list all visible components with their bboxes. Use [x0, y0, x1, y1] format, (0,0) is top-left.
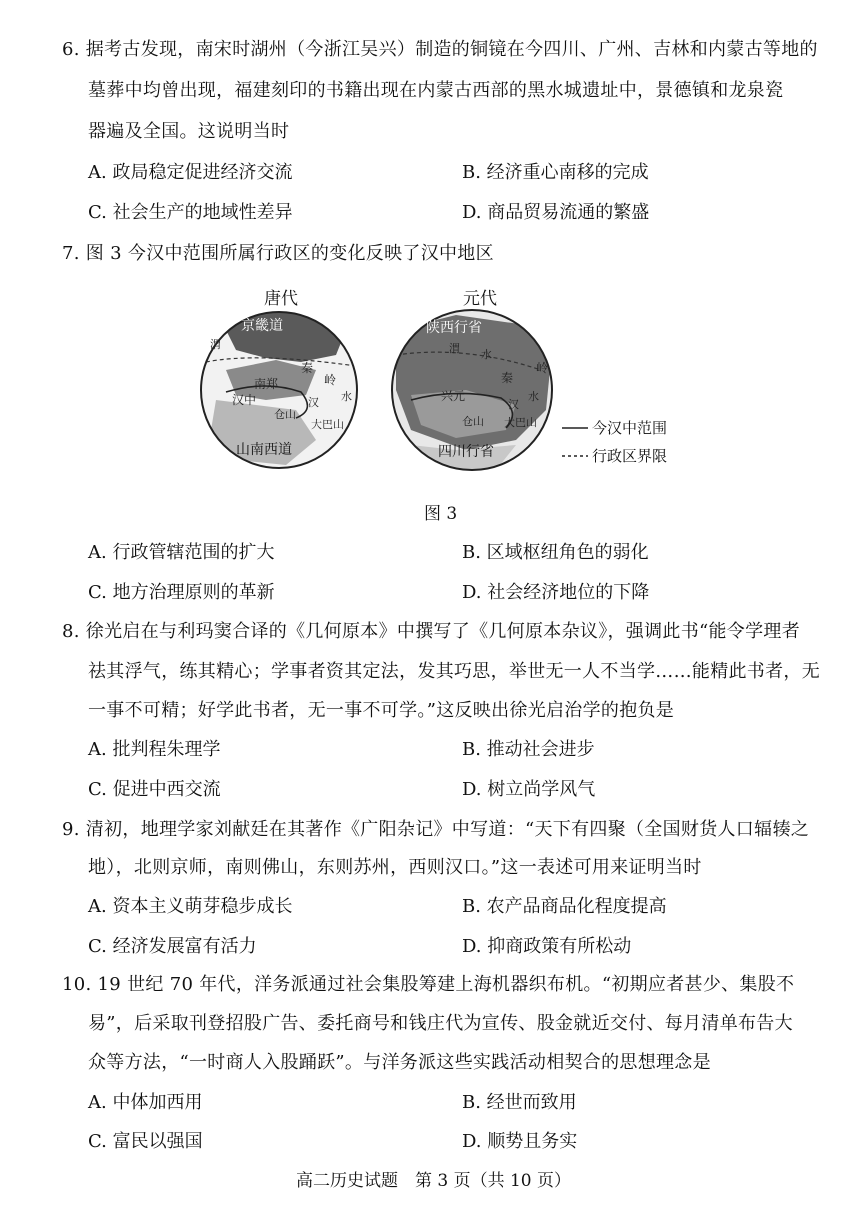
q10-option-d: D. 顺势且务实	[462, 1131, 578, 1152]
label-ling-l: 岭	[324, 373, 337, 387]
q6-option-d: D. 商品贸易流通的繁盛	[462, 202, 650, 223]
label-wei-l: 渭	[210, 338, 221, 351]
q8-line-3: 一事不可精；好学此书者，无一事不可学。”这反映出徐光启治学的抱负是	[88, 700, 675, 721]
q9-option-b: B. 农产品商品化程度提高	[462, 896, 667, 917]
q8-option-c: C. 促进中西交流	[88, 779, 221, 800]
q10-option-b: B. 经世而致用	[462, 1092, 577, 1113]
q7-option-a: A. 行政管辖范围的扩大	[88, 542, 275, 563]
legend-hanzhong: 今汉中范围	[592, 419, 668, 437]
q7-stem: 7. 图 3 今汉中范围所属行政区的变化反映了汉中地区	[62, 243, 494, 264]
label-dabashan-r: 大巴山	[504, 416, 537, 429]
q8-option-a: A. 批判程朱理学	[88, 739, 221, 760]
q9-option-d: D. 抑商政策有所松动	[462, 936, 632, 957]
q7-option-d: D. 社会经济地位的下降	[462, 582, 650, 603]
label-dabashan-l: 大巴山	[311, 418, 344, 431]
q6-option-a: A. 政局稳定促进经济交流	[88, 162, 293, 183]
label-hanzhong-l: 汉中	[232, 393, 257, 407]
label-sichuan: 四川行省	[438, 444, 494, 460]
q9-line-2: 地），北则京师，南则佛山，东则苏州，西则汉口。”这一表述可用来证明当时	[88, 857, 702, 878]
label-qin-r: 秦	[501, 371, 514, 385]
label-shui-l: 水	[341, 390, 352, 403]
q7-option-c: C. 地方治理原则的革新	[88, 582, 275, 603]
label-shaanxi: 陕西行省	[426, 320, 482, 336]
q6-line-2: 墓葬中均曾出现，福建刻印的书籍出现在内蒙古西部的黑水城遗址中，景德镇和龙泉瓷	[88, 80, 784, 101]
legend-boundary: 行政区界限	[592, 447, 668, 465]
q10-line-1: 10. 19 世纪 70 年代，洋务派通过社会集股筹建上海机器织布机。“初期应者甚少、集股不	[62, 974, 795, 995]
q9-option-a: A. 资本主义萌芽稳步成长	[88, 896, 293, 917]
q10-line-2: 易”，后采取刊登招股广告、委托商号和钱庄代为宣传、股金就近交付、每月清单布告大	[88, 1013, 793, 1034]
q7-option-b: B. 区域枢纽角色的弱化	[462, 542, 649, 563]
label-jingji: 京畿道	[241, 318, 283, 334]
label-shui-r1: 水	[481, 348, 492, 361]
q9-line-1: 9. 清初，地理学家刘献廷在其著作《广阳杂记》中写道：“天下有四聚（全国财货人口辐辏之	[62, 819, 809, 840]
q8-line-2: 祛其浮气，练其精心；学事者资其定法，发其巧思，举世无一人不当学……能精此书者，无	[88, 661, 820, 682]
q10-option-a: A. 中体加西用	[88, 1092, 203, 1113]
q10-line-3: 众等方法，“一时商人入股踊跃”。与洋务派这些实践活动相契合的思想理念是	[88, 1052, 711, 1073]
q6-line-3: 器遍及全国。这说明当时	[88, 121, 290, 142]
label-shui-r2: 水	[528, 390, 539, 403]
page-footer: 高二历史试题 第 3 页（共 10 页）	[295, 1171, 572, 1191]
figure-3-maps	[196, 300, 696, 480]
label-xingyuan: 兴元	[441, 389, 466, 403]
map-title-tang: 唐代	[264, 289, 298, 309]
label-ling-r: 岭	[536, 361, 549, 375]
q8-line-1: 8. 徐光启在与利玛窦合译的《几何原本》中撰写了《几何原本杂议》，强调此书“能令学理者	[62, 621, 800, 642]
q6-option-b: B. 经济重心南移的完成	[462, 162, 649, 183]
label-qin-l: 秦	[301, 361, 314, 375]
label-cangshan-r: 仓山	[462, 415, 484, 428]
label-wei-r: 渭	[449, 342, 460, 355]
label-nanzheng: 南郑	[254, 377, 279, 391]
label-han-l: 汉	[308, 396, 319, 409]
map-title-yuan: 元代	[463, 289, 497, 309]
q9-option-c: C. 经济发展富有活力	[88, 936, 257, 957]
label-han-r: 汉	[508, 398, 519, 411]
figure-caption: 图 3	[424, 504, 458, 524]
label-shannanxi: 山南西道	[236, 442, 292, 458]
q10-option-c: C. 富民以强国	[88, 1131, 203, 1152]
q6-line-1: 6. 据考古发现，南宋时湖州（今浙江吴兴）制造的铜镜在今四川、广州、吉林和内蒙古等地的	[62, 39, 818, 60]
q8-option-b: B. 推动社会进步	[462, 739, 595, 760]
label-cangshan-l: 仓山	[274, 408, 296, 421]
q8-option-d: D. 树立尚学风气	[462, 779, 596, 800]
q6-option-c: C. 社会生产的地域性差异	[88, 202, 293, 223]
